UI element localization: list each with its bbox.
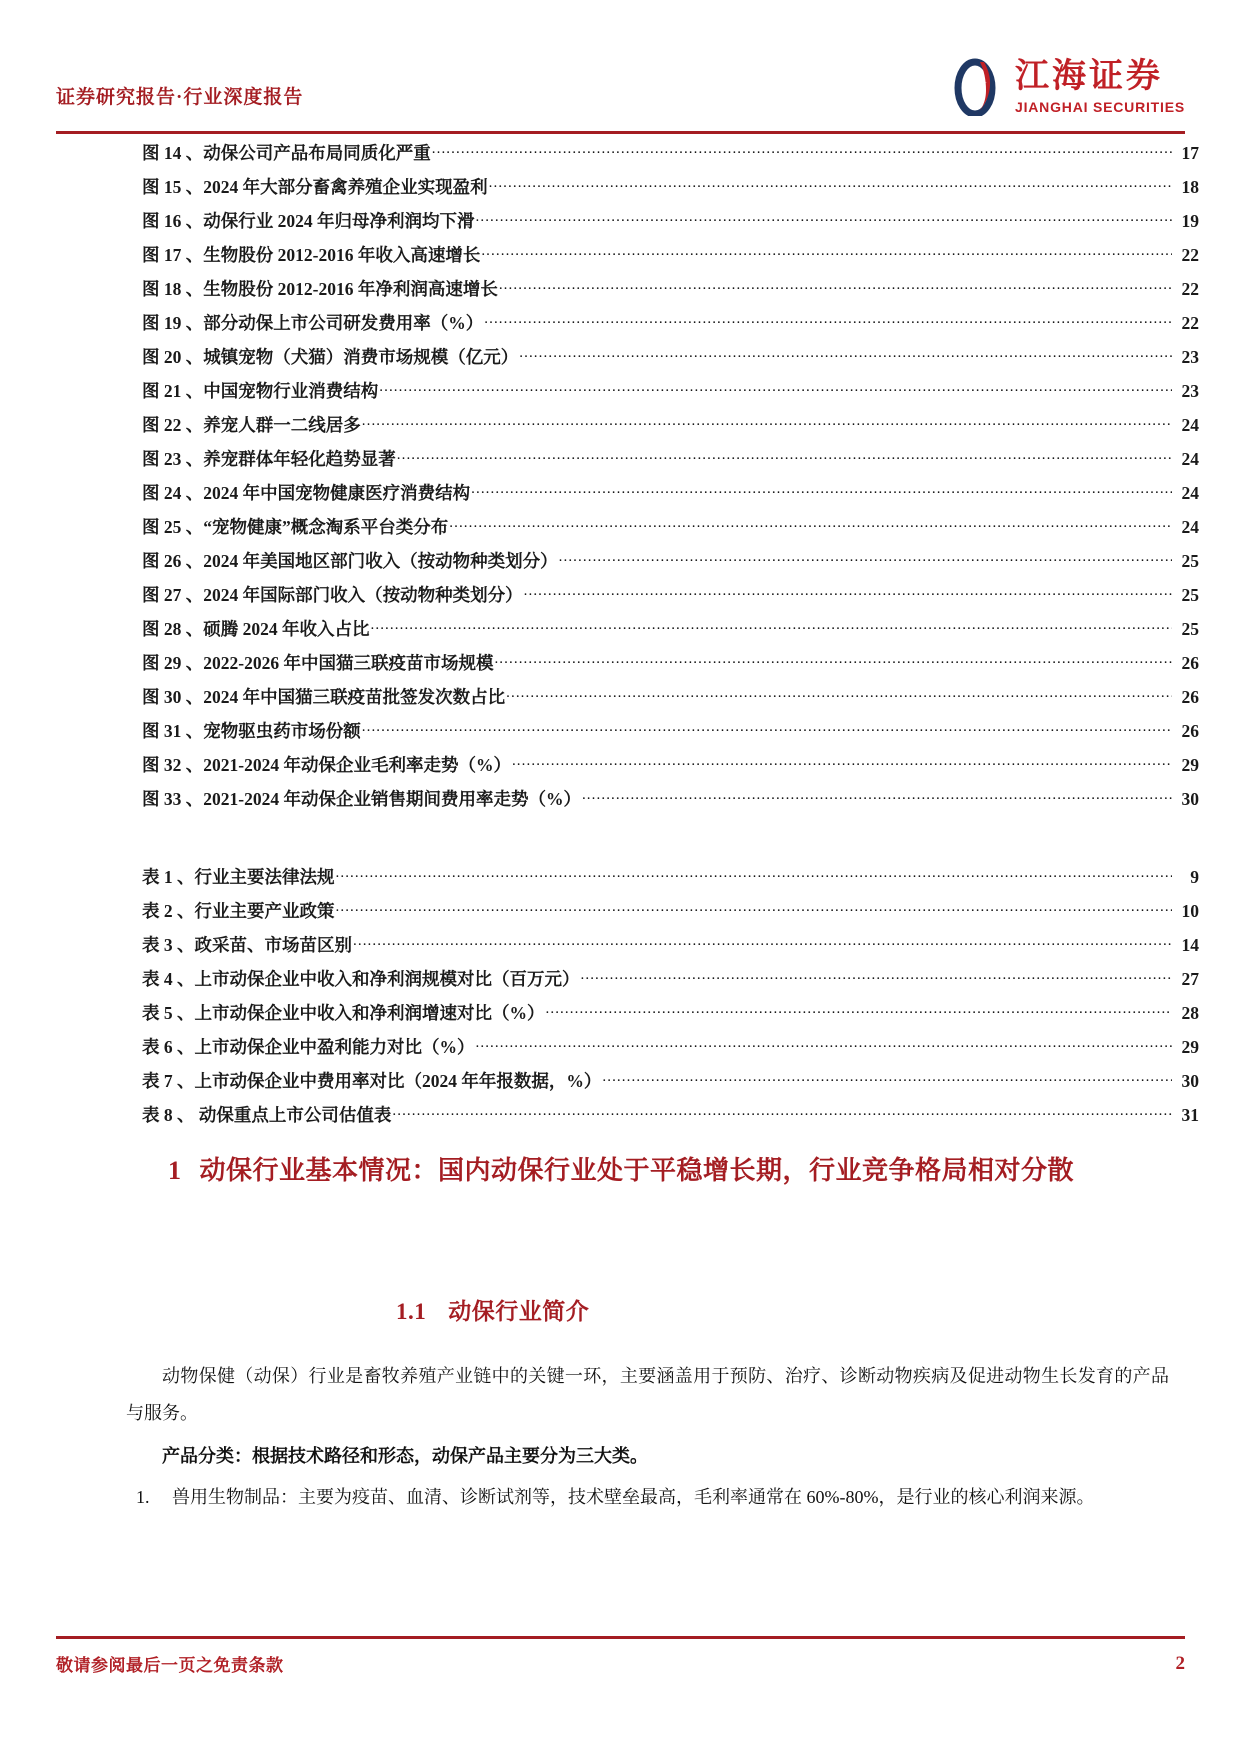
toc-entry[interactable] xyxy=(56,344,1199,378)
toc-entry-page: 30 xyxy=(1181,1071,1199,1091)
toc-entry-label: 图 26 、2024 年美国地区部门收入（按动物种类划分） xyxy=(142,551,558,571)
toc-entry-page: 17 xyxy=(1181,143,1199,163)
section-heading-1 xyxy=(168,1148,1185,1194)
toc-entry-page: 29 xyxy=(1181,1037,1199,1057)
logo-wordmark xyxy=(1015,60,1185,114)
jianghai-logo-mark-icon xyxy=(950,58,1006,116)
toc-section-spacer xyxy=(56,820,1199,864)
toc-entry[interactable] xyxy=(56,548,1199,582)
toc-entry-label: 图 14 、动保公司产品布局同质化严重 xyxy=(142,143,431,163)
toc-entry[interactable] xyxy=(56,208,1199,242)
section-title: 动保行业基本情况：国内动保行业处于平稳增长期，行业竞争格局相对分散 xyxy=(199,1156,1075,1185)
toc-entry-label: 图 25 、“宠物健康”概念淘系平台类分布 xyxy=(142,517,449,537)
footer-disclaimer-note: 敬请参阅最后一页之免责条款 xyxy=(56,1656,284,1675)
toc-entry-page: 23 xyxy=(1181,381,1199,401)
toc-entry-page: 9 xyxy=(1190,867,1199,887)
toc-entry[interactable] xyxy=(56,864,1199,898)
toc-entry[interactable] xyxy=(56,718,1199,752)
toc-leader-dots xyxy=(519,346,1172,364)
table-of-contents xyxy=(56,140,1199,1136)
toc-leader-dots xyxy=(506,686,1172,704)
toc-entry-label: 图 22 、养宠人群一二线居多 xyxy=(142,415,361,435)
toc-entry-page: 24 xyxy=(1181,449,1199,469)
toc-entry-page: 18 xyxy=(1181,177,1199,197)
toc-entry-label: 图 17 、生物股份 2012-2016 年收入高速增长 xyxy=(142,245,481,265)
toc-entry-page: 24 xyxy=(1181,415,1199,435)
company-logo xyxy=(950,52,1185,122)
toc-entry[interactable] xyxy=(56,378,1199,412)
toc-leader-dots xyxy=(499,278,1172,296)
toc-entry-page: 22 xyxy=(1181,313,1199,333)
body-paragraph-bold: 产品分类：根据技术路径和形态，动保产品主要分为三大类。 xyxy=(162,1445,648,1466)
toc-entry-label: 表 8 、 动保重点上市公司估值表 xyxy=(142,1105,392,1125)
logo-english-name: JIANGHAI SECURITIES xyxy=(1015,99,1185,115)
toc-entry-page: 29 xyxy=(1181,755,1199,775)
toc-entry-label: 图 27 、2024 年国际部门收入（按动物种类划分） xyxy=(142,585,523,605)
toc-leader-dots xyxy=(559,550,1172,568)
toc-entry-label: 图 29 、2022-2026 年中国猫三联疫苗市场规模 xyxy=(142,653,494,673)
toc-table-list xyxy=(56,864,1199,1136)
toc-entry-page: 25 xyxy=(1181,551,1199,571)
subsection-title: 动保行业简介 xyxy=(448,1299,590,1324)
toc-entry[interactable] xyxy=(56,650,1199,684)
toc-entry-label: 图 32 、2021-2024 年动保企业毛利率走势（%） xyxy=(142,755,511,775)
toc-entry[interactable] xyxy=(56,752,1199,786)
toc-leader-dots xyxy=(481,244,1172,262)
toc-entry[interactable] xyxy=(56,140,1199,174)
page-footer xyxy=(56,1651,1185,1676)
toc-entry[interactable] xyxy=(56,174,1199,208)
toc-entry-label: 表 1 、行业主要法律法规 xyxy=(142,867,335,887)
toc-entry[interactable] xyxy=(56,276,1199,310)
toc-entry[interactable] xyxy=(56,480,1199,514)
toc-leader-dots xyxy=(379,380,1172,398)
toc-leader-dots xyxy=(489,176,1172,194)
toc-entry-label: 表 3 、政采苗、市场苗区别 xyxy=(142,935,352,955)
toc-entry-label: 图 24 、2024 年中国宠物健康医疗消费结构 xyxy=(142,483,471,503)
logo-chinese-name: 江海证券 xyxy=(1015,58,1163,95)
toc-entry[interactable] xyxy=(56,1068,1199,1102)
toc-entry-page: 26 xyxy=(1181,721,1199,741)
toc-entry-page: 27 xyxy=(1181,969,1199,989)
toc-entry[interactable] xyxy=(56,1034,1199,1068)
toc-entry-page: 26 xyxy=(1181,687,1199,707)
toc-entry-page: 26 xyxy=(1181,653,1199,673)
toc-entry-page: 30 xyxy=(1181,789,1199,809)
toc-entry[interactable] xyxy=(56,616,1199,650)
toc-entry-label: 表 4 、上市动保企业中收入和净利润规模对比（百万元） xyxy=(142,969,580,989)
toc-leader-dots xyxy=(581,968,1173,986)
list-item-text: 兽用生物制品：主要为疫苗、血清、诊断试剂等，技术壁垒最高，毛利率通常在 60%-80%，是行业的核心利润来源。 xyxy=(172,1486,1095,1507)
toc-leader-dots xyxy=(371,618,1173,636)
footer-divider xyxy=(56,1636,1185,1639)
toc-entry[interactable] xyxy=(56,786,1199,820)
toc-entry-page: 25 xyxy=(1181,585,1199,605)
toc-entry-label: 图 31 、宠物驱虫药市场份额 xyxy=(142,721,361,741)
toc-leader-dots xyxy=(602,1070,1172,1088)
section-heading-1-1 xyxy=(396,1293,589,1326)
toc-leader-dots xyxy=(494,652,1172,670)
toc-leader-dots xyxy=(353,934,1172,952)
toc-leader-dots xyxy=(471,482,1172,500)
toc-leader-dots xyxy=(432,142,1172,160)
section-body xyxy=(126,1358,1169,1516)
toc-entry-page: 23 xyxy=(1181,347,1199,367)
subsection-number: 1.1 xyxy=(396,1299,427,1324)
toc-entry-label: 图 33 、2021-2024 年动保企业销售期间费用率走势（%） xyxy=(142,789,581,809)
toc-entry-page: 24 xyxy=(1181,517,1199,537)
toc-entry[interactable] xyxy=(56,310,1199,344)
toc-leader-dots xyxy=(336,866,1173,884)
toc-leader-dots xyxy=(362,414,1172,432)
product-category-list xyxy=(126,1479,1169,1516)
toc-entry-label: 表 7 、上市动保企业中费用率对比（2024 年年报数据，%） xyxy=(142,1071,602,1091)
toc-entry[interactable] xyxy=(56,966,1199,1000)
footer-page-number: 2 xyxy=(1175,1652,1185,1674)
toc-entry-label: 表 5 、上市动保企业中收入和净利润增速对比（%） xyxy=(142,1003,545,1023)
toc-entry-label: 图 18 、生物股份 2012-2016 年净利润高速增长 xyxy=(142,279,498,299)
page-header xyxy=(56,52,1185,130)
toc-entry-label: 图 15 、2024 年大部分畜禽养殖企业实现盈利 xyxy=(142,177,488,197)
toc-leader-dots xyxy=(484,312,1172,330)
toc-entry-label: 图 19 、部分动保上市公司研发费用率（%） xyxy=(142,313,484,333)
toc-entry[interactable] xyxy=(56,242,1199,276)
toc-leader-dots xyxy=(476,210,1173,228)
toc-entry-label: 图 23 、养宠群体年轻化趋势显著 xyxy=(142,449,396,469)
toc-leader-dots xyxy=(362,720,1172,738)
toc-leader-dots xyxy=(476,1036,1173,1054)
toc-entry-label: 图 21 、中国宠物行业消费结构 xyxy=(142,381,379,401)
toc-entry-page: 22 xyxy=(1181,279,1199,299)
toc-entry[interactable] xyxy=(56,898,1199,932)
toc-entry[interactable] xyxy=(56,1000,1199,1034)
toc-leader-dots xyxy=(449,516,1172,534)
toc-leader-dots xyxy=(336,900,1173,918)
toc-leader-dots xyxy=(397,448,1172,466)
section-number: 1 xyxy=(168,1156,182,1185)
list-item-marker: 1. xyxy=(136,1486,150,1507)
toc-entry[interactable] xyxy=(56,932,1199,966)
report-header-title: 证券研究报告·行业深度报告 xyxy=(56,87,304,108)
toc-leader-dots xyxy=(392,1104,1172,1122)
toc-entry[interactable] xyxy=(56,446,1199,480)
toc-entry[interactable] xyxy=(56,412,1199,446)
toc-entry[interactable] xyxy=(56,1102,1199,1136)
toc-leader-dots xyxy=(524,584,1172,602)
toc-entry-label: 图 20 、城镇宠物（犬猫）消费市场规模（亿元） xyxy=(142,347,519,367)
list-item xyxy=(126,1479,1169,1516)
toc-entry-page: 31 xyxy=(1181,1105,1199,1125)
toc-entry-page: 10 xyxy=(1181,901,1199,921)
body-paragraph: 动物保健（动保）行业是畜牧养殖产业链中的关键一环，主要涵盖用于预防、治疗、诊断动物疾病及促进动物生长发育的产品与服务。 xyxy=(126,1366,1169,1423)
toc-entry-label: 表 6 、上市动保企业中盈利能力对比（%） xyxy=(142,1037,475,1057)
toc-entry-page: 28 xyxy=(1181,1003,1199,1023)
toc-figure-list xyxy=(56,140,1199,820)
toc-entry-page: 19 xyxy=(1181,211,1199,231)
toc-leader-dots xyxy=(512,754,1172,772)
toc-entry-page: 22 xyxy=(1181,245,1199,265)
toc-leader-dots xyxy=(582,788,1172,806)
toc-entry-page: 25 xyxy=(1181,619,1199,639)
toc-entry-label: 表 2 、行业主要产业政策 xyxy=(142,901,335,921)
toc-entry-page: 14 xyxy=(1181,935,1199,955)
toc-entry[interactable] xyxy=(56,514,1199,548)
toc-entry[interactable] xyxy=(56,582,1199,616)
toc-entry-label: 图 16 、动保行业 2024 年归母净利润均下滑 xyxy=(142,211,475,231)
toc-entry-label: 图 28 、硕腾 2024 年收入占比 xyxy=(142,619,370,639)
toc-entry-label: 图 30 、2024 年中国猫三联疫苗批签发次数占比 xyxy=(142,687,506,707)
toc-leader-dots xyxy=(546,1002,1173,1020)
toc-entry-page: 24 xyxy=(1181,483,1199,503)
header-divider xyxy=(56,131,1185,134)
toc-entry[interactable] xyxy=(56,684,1199,718)
